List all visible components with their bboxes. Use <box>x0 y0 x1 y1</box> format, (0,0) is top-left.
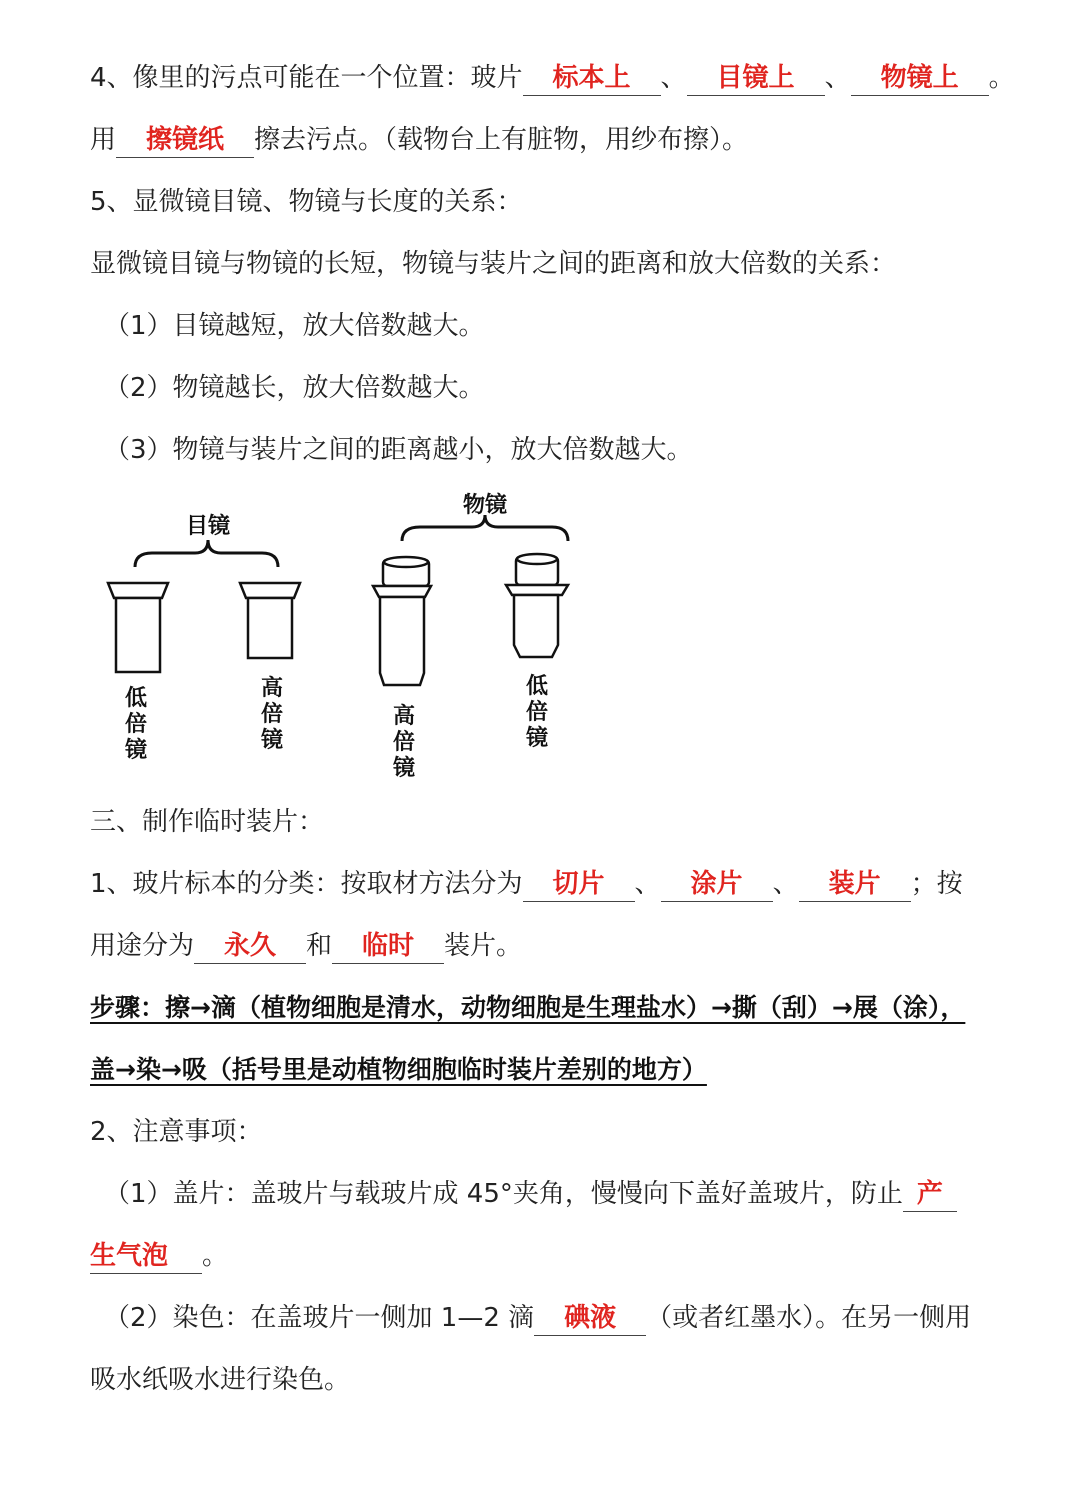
label-char: 低 <box>124 686 148 711</box>
text: 用途分为 <box>90 931 195 961</box>
period: 。 <box>202 1241 229 1271</box>
answer-blank-permanent: 永久 <box>194 929 306 964</box>
text: ；按 <box>910 869 963 899</box>
label-low-objective <box>526 673 548 751</box>
s5-item-3: （3）物镜与装片之间的距离越小，放大倍数越大。 <box>104 435 693 465</box>
low-power-eyepiece-icon <box>108 583 168 672</box>
answer-blank-smear: 涂片 <box>661 867 773 902</box>
notes-item-1-cont <box>90 1236 1000 1276</box>
answer-blank-bubbles-part1: 产 <box>903 1177 957 1212</box>
text: （1）盖片：盖玻片与载玻片成 45°夹角，慢慢向下盖好盖玻片，防止 <box>104 1179 903 1209</box>
text: （或者红墨水）。在另一侧用 <box>646 1303 972 1333</box>
answer-blank-bubbles-part2: 生气泡 <box>90 1239 202 1274</box>
label-char: 低 <box>525 674 549 699</box>
answer-blank-temporary: 临时 <box>332 929 444 964</box>
eyepiece-label: 目镜 <box>185 514 231 539</box>
label-char: 镜 <box>525 726 549 751</box>
objective-label: 物镜 <box>462 493 508 518</box>
text: 和 <box>306 931 333 961</box>
answer-blank-iodine: 碘液 <box>534 1301 646 1336</box>
answer-blank-lens-paper: 擦镜纸 <box>116 123 254 158</box>
s5-desc: 显微镜目镜与物镜的长短，物镜与装片之间的距离和放大倍数的关系： <box>90 249 897 279</box>
text: 用 <box>90 125 117 155</box>
period: 。 <box>988 63 1015 93</box>
text: 1、玻片标本的分类：按取材方法分为 <box>90 869 523 899</box>
s3-title: 三、制作临时装片： <box>90 807 325 837</box>
notes-title: 2、注意事项： <box>90 1117 263 1147</box>
label-char: 倍 <box>525 700 549 725</box>
eyepiece-brace <box>135 540 278 567</box>
label-char: 高 <box>260 676 284 701</box>
label-char: 镜 <box>124 738 148 763</box>
objective-brace <box>402 515 568 541</box>
s5-item-1: （1）目镜越短，放大倍数越大。 <box>104 311 485 341</box>
low-power-objective-icon <box>506 554 568 657</box>
notes-item-1 <box>104 1174 1004 1214</box>
label-char: 倍 <box>124 712 148 737</box>
label-high-eyepiece <box>261 675 283 753</box>
s4-line1-text: 4、像里的污点可能在一个位置：玻片 <box>90 63 523 93</box>
label-char: 倍 <box>392 730 416 755</box>
s4-line2 <box>90 120 1000 160</box>
separator: 、 <box>772 869 799 899</box>
notes-item-2-cont: 吸水纸吸水进行染色。 <box>90 1365 351 1395</box>
text: 装片。 <box>444 931 523 961</box>
microscope-lens-diagram <box>90 485 610 785</box>
notes-item-2 <box>104 1298 1004 1338</box>
s3-line1 <box>90 864 1000 904</box>
separator: 、 <box>634 869 661 899</box>
answer-blank-specimen: 标本上 <box>523 61 661 96</box>
label-low-eyepiece <box>125 685 147 763</box>
s4-line1 <box>90 58 1015 98</box>
s5-title: 5、显微镜目镜、物镜与长度的关系： <box>90 187 523 217</box>
high-power-eyepiece-icon <box>240 583 300 658</box>
answer-blank-section: 切片 <box>523 867 635 902</box>
label-char: 高 <box>392 704 416 729</box>
high-power-objective-icon <box>373 557 431 685</box>
label-char: 镜 <box>260 728 284 753</box>
answer-blank-objective: 物镜上 <box>851 61 989 96</box>
text: （2）染色：在盖玻片一侧加 1—2 滴 <box>104 1303 535 1333</box>
label-char: 镜 <box>392 756 416 781</box>
label-char: 倍 <box>260 702 284 727</box>
s5-item-2: （2）物镜越长，放大倍数越大。 <box>104 373 485 403</box>
separator: 、 <box>660 63 687 93</box>
s3-steps-line1: 步骤：擦→滴（植物细胞是清水，动物细胞是生理盐水）→撕（刮）→展（涂）， <box>90 993 966 1022</box>
s3-line2 <box>90 926 1000 966</box>
separator: 、 <box>824 63 851 93</box>
answer-blank-eyepiece: 目镜上 <box>687 61 825 96</box>
s3-steps-line2: 盖→染→吸（括号里是动植物细胞临时装片差别的地方） <box>90 1055 707 1084</box>
text: 擦去污点。（载物台上有脏物，用纱布擦）。 <box>254 125 749 155</box>
answer-blank-mount: 装片 <box>799 867 911 902</box>
label-high-objective <box>393 703 415 781</box>
